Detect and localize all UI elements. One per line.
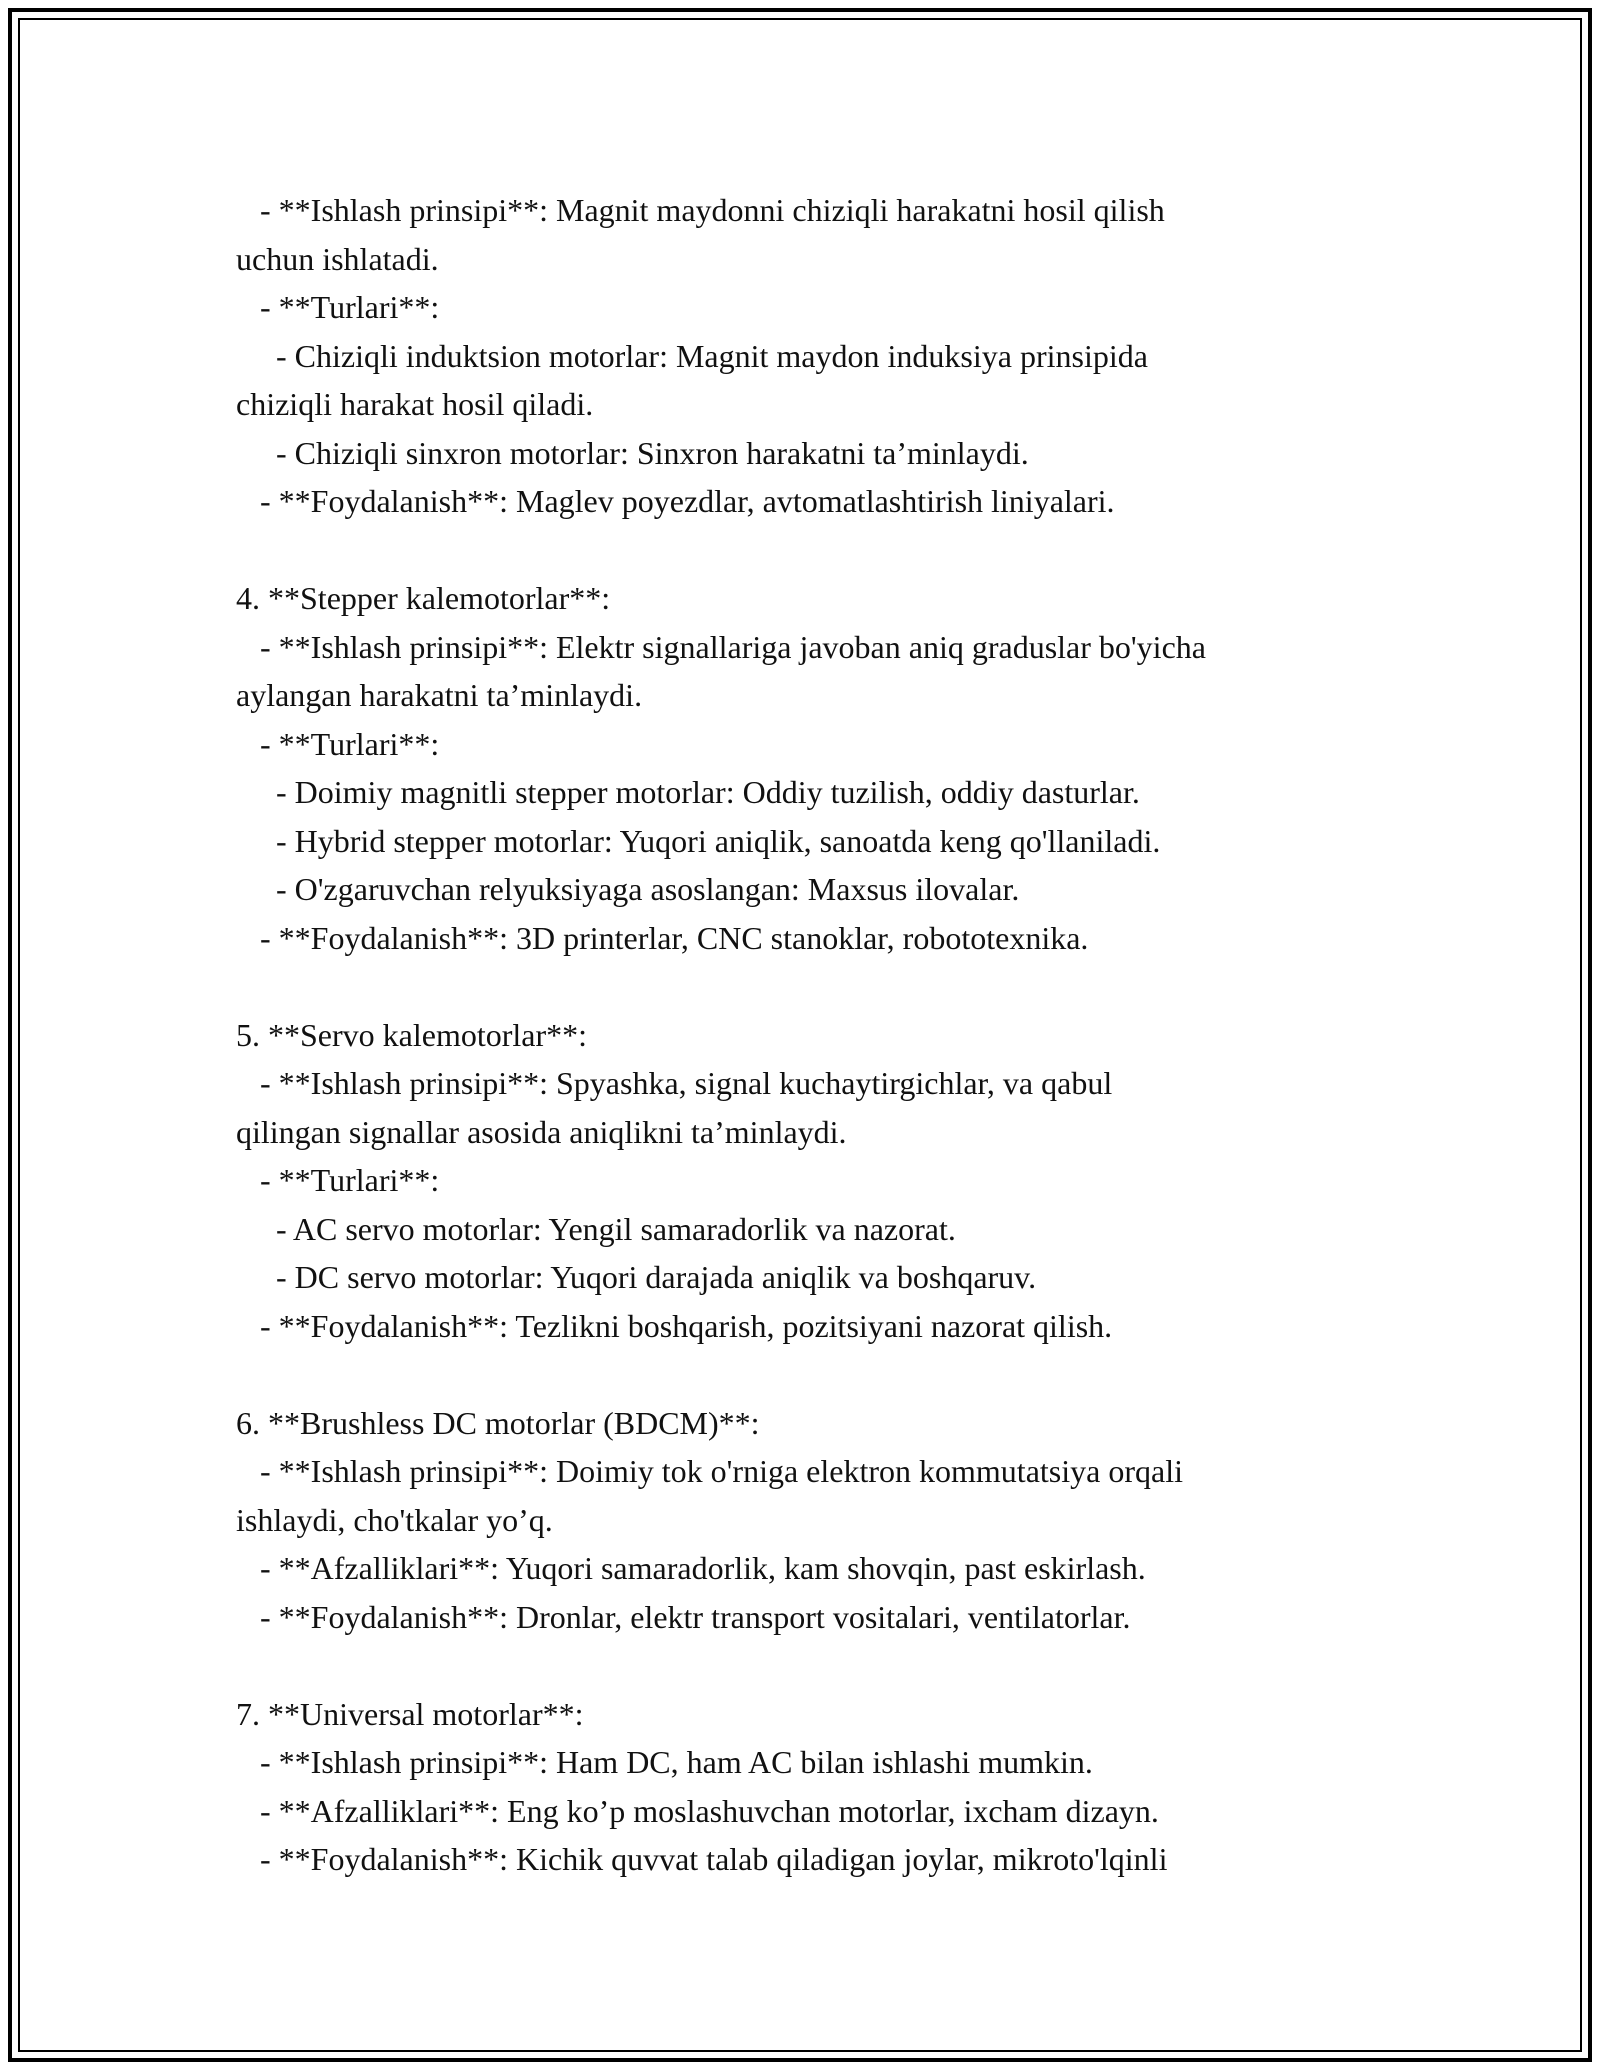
text-line: - **Ishlash prinsipi**: Elektr signallariga javoban aniq graduslar bo'yicha bbox=[236, 628, 1206, 665]
text-line: qilingan signallar asosida aniqlikni ta’minlaydi. bbox=[236, 1113, 847, 1150]
blank-line bbox=[236, 1350, 1376, 1399]
section-heading: 6. **Brushless DC motorlar (BDCM)**: bbox=[236, 1404, 760, 1441]
section-heading: 7. **Universal motorlar**: bbox=[236, 1695, 584, 1732]
text-line: - **Ishlash prinsipi**: Spyashka, signal kuchaytirgichlar, va qabul bbox=[236, 1065, 1113, 1101]
text-line: - DC servo motorlar: Yuqori darajada aniqlik va boshqaruv. bbox=[236, 1259, 1037, 1295]
blank-line bbox=[236, 526, 1376, 575]
text-line: - Chiziqli induktsion motorlar: Magnit maydon induksiya prinsipida bbox=[236, 337, 1148, 374]
text-line: - **Turlari**: bbox=[236, 1162, 440, 1198]
text-line: - Chiziqli sinxron motorlar: Sinxron harakatni ta’minlaydi. bbox=[236, 434, 1029, 471]
text-line: - AC servo motorlar: Yengil samaradorlik va nazorat. bbox=[236, 1210, 956, 1247]
section-heading: 5. **Servo kalemotorlar**: bbox=[236, 1016, 588, 1053]
text-line: - **Afzalliklari**: Yuqori samaradorlik, kam shovqin, past eskirlash. bbox=[236, 1550, 1146, 1586]
document-body bbox=[236, 186, 1376, 1884]
blank-line bbox=[236, 1641, 1376, 1690]
text-line: - **Foydalanish**: Tezlikni boshqarish, pozitsiyani nazorat qilish. bbox=[236, 1307, 1113, 1344]
text-line: - **Afzalliklari**: Eng ko’p moslashuvchan motorlar, ixcham dizayn. bbox=[236, 1792, 1159, 1829]
text-line: - **Foydalanish**: Kichik quvvat talab qiladigan joylar, mikroto'lqinli bbox=[236, 1841, 1168, 1877]
text-line: - **Turlari**: bbox=[236, 725, 440, 762]
text-line: - **Ishlash prinsipi**: Doimiy tok o'rniga elektron kommutatsiya orqali bbox=[236, 1453, 1183, 1489]
text-line: chiziqli harakat hosil qiladi. bbox=[236, 386, 594, 422]
text-line: - O'zgaruvchan relyuksiyaga asoslangan: Maxsus ilovalar. bbox=[236, 871, 1020, 907]
text-line: - **Ishlash prinsipi**: Ham DC, ham AC bilan ishlashi mumkin. bbox=[236, 1744, 1093, 1780]
text-line: - Doimiy magnitli stepper motorlar: Oddiy tuzilish, oddiy dasturlar. bbox=[236, 774, 1140, 810]
text-line: uchun ishlatadi. bbox=[236, 240, 439, 277]
section-heading: 4. **Stepper kalemotorlar**: bbox=[236, 580, 611, 616]
text-line: - **Ishlash prinsipi**: Magnit maydonni chiziqli harakatni hosil qilish bbox=[236, 192, 1165, 228]
text-line: - **Foydalanish**: Maglev poyezdlar, avtomatlashtirish liniyalari. bbox=[236, 483, 1115, 519]
text-line: aylangan harakatni ta’minlaydi. bbox=[236, 677, 643, 713]
text-line: - Hybrid stepper motorlar: Yuqori aniqlik, sanoatda keng qo'llaniladi. bbox=[236, 822, 1161, 859]
text-line: - **Turlari**: bbox=[236, 289, 440, 325]
text-line: - **Foydalanish**: Dronlar, elektr transport vositalari, ventilatorlar. bbox=[236, 1598, 1131, 1635]
text-line: ishlaydi, cho'tkalar yo’q. bbox=[236, 1501, 553, 1538]
text-line: - **Foydalanish**: 3D printerlar, CNC stanoklar, robototexnika. bbox=[236, 919, 1089, 956]
blank-line bbox=[236, 962, 1376, 1011]
